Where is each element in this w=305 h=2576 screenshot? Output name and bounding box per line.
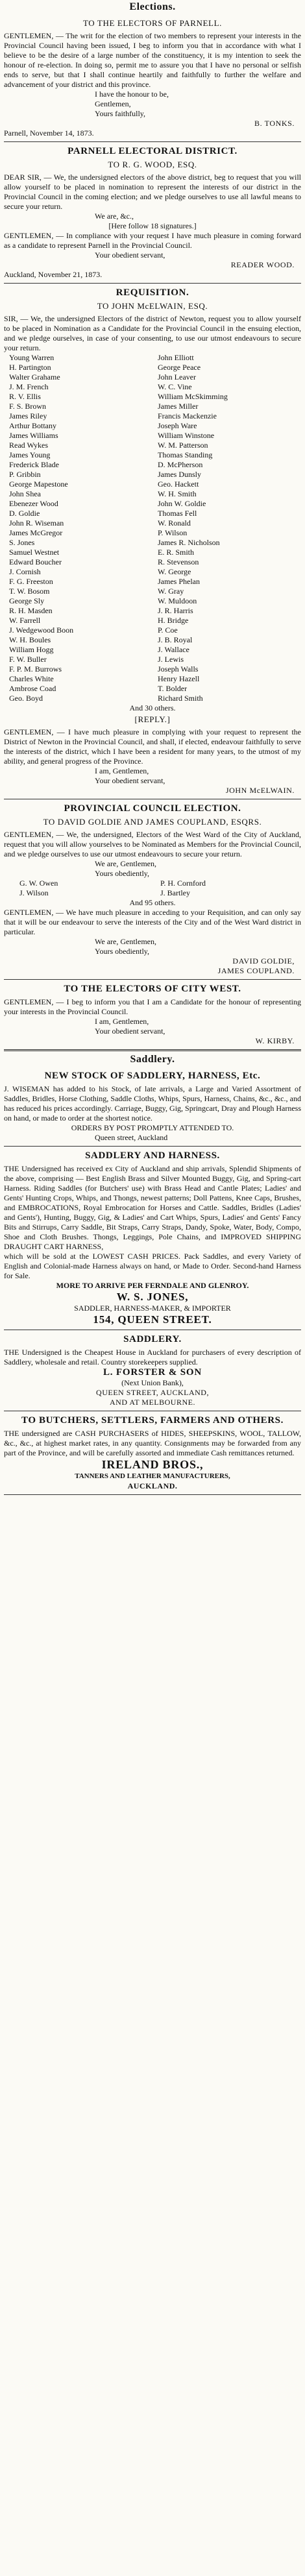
ad-forster [4, 1330, 301, 1411]
signatory-list [4, 353, 301, 703]
signatory-name: George Sly [9, 596, 45, 605]
signatory-name: W. Farrell [9, 616, 41, 625]
closing-line: I have the honour to be, [95, 90, 169, 99]
signatory-name: G. W. Owen [19, 879, 58, 888]
signatory-name: W. Gray [158, 587, 184, 596]
signatory-name: Geo. Hackett [158, 480, 199, 489]
signatory-name: P. Wilson [158, 528, 188, 537]
ad-body: J. WISEMAN has added to his Stock, of late arrivals, a Large and Varied Assortment of Saddles, Bridles, Horse Clothing, Saddle Cloths, Whips, Spurs, Harness, Chains, &c., &c., and has reduced his prices accordingly. Carriage, Buggy, Gig, Springcart, Dray and Plough Harness on hand, or made to order at the shortest notice. [4, 1084, 301, 1123]
ad-title: TO THE ELECTORS OF CITY WEST. [64, 984, 241, 994]
signatory-name: John Elliott [158, 353, 194, 362]
signatory-name: W. Muldoon [158, 596, 197, 605]
signatory-name: J. Lewis [158, 655, 184, 664]
signatory-name: James Miller [158, 402, 199, 411]
closing-line: We are, Gentlemen, [95, 937, 156, 946]
elections-header: Elections. [129, 1, 176, 12]
signatory-name: James McGregor [9, 528, 63, 537]
signatory-name: Charles White [9, 674, 54, 683]
signatory-name: William Hogg [9, 645, 54, 654]
signatory-name: J. M. French [9, 382, 49, 391]
signatory-name: Walter Grahame [9, 372, 60, 382]
signatory-name: James Young [9, 450, 51, 459]
ad-body: GENTLEMEN, — The writ for the election of two members to represent your interests in the Provincial Council having been issued, I beg to inform you that in accordance with what I believe to be the desire of a large number of the constituency, it is my intention to seek the honour of re-election. In doing so, permit me to assure you that I have no personal or selfish ends to serve, but that I shall continue heartily and faithfully to further the welfare and advancement of your district and this province. [4, 31, 301, 89]
others-note: And 30 others. [129, 703, 176, 712]
ad-body: DEAR SIR, — We, the undersigned electors of the above district, beg to request that you will allow yourself to be placed in nomination to represent the interests of our district in the Provincial Council in the coming election; and we pledge ourselves to use all lawful means to secure your return. [4, 173, 301, 211]
signatory-name: F. G. Freeston [9, 577, 53, 586]
signatory-name: E. R. Smith [158, 548, 195, 557]
signatory-name: Frederick Blade [9, 460, 59, 469]
business-trade: TANNERS AND LEATHER MANUFACTURERS, [75, 1472, 230, 1480]
ad-reply: GENTLEMEN, — In compliance with your request I have much pleasure in coming forward as a candidate to represent Parnell in the Provincial Council. [4, 231, 301, 250]
ad-title: TO THE ELECTORS OF PARNELL. [83, 18, 222, 28]
signatory-name: T. Bolder [158, 684, 188, 693]
closing-line: Your obedient servant, [95, 250, 165, 260]
signatory-name: James Phelan [158, 577, 200, 586]
signatory-name: F. W. Buller [9, 655, 47, 664]
signatory-name: W. C. Vine [158, 382, 192, 391]
signatory-name: James Riley [9, 411, 47, 420]
signatory-name: J. R. Harris [158, 606, 193, 615]
signatory-name: John W. Goldie [158, 499, 206, 508]
ad-addressee: TO JOHN McELWAIN, ESQ. [97, 301, 208, 311]
ad-jones [4, 1147, 301, 1330]
business-address: QUEEN STREET, AUCKLAND, [96, 1388, 209, 1397]
signatory-name: J. B. Royal [158, 635, 193, 644]
ad-date: Parnell, November 14, 1873. [4, 128, 94, 138]
ad-body-continued: which will be sold at the LOWEST CASH PRICES. Pack Saddles, and every Variety of English and Colonial-made Harness always on hand, or Made to Order. Second-hand Harness for Sale. [4, 1252, 301, 1280]
ad-reply: GENTLEMEN, — I have much pleasure in complying with your request to represent the District of Newton in the Provincial Council, and shall, if elected, endeavour faithfully to serve the interests of the district, which I have been a resident for many years, to the utmost of my ability, and general progress of the Province. [4, 727, 301, 766]
signatory-name: John R. Wiseman [9, 518, 64, 528]
signatory-name: William McSkimming [158, 392, 228, 401]
signatory-name: Arthur Bottany [9, 421, 56, 430]
ad-arrivals: MORE TO ARRIVE PER FERNDALE AND GLENROY. [56, 1281, 249, 1290]
ad-provincial-council [4, 799, 301, 980]
signatory-name: Young Warren [9, 353, 55, 362]
ad-title: REQUISITION. [116, 287, 189, 298]
signatory-name: James Dunsly [158, 470, 201, 479]
business-trade: SADDLER, HARNESS-MAKER, & IMPORTER [74, 1304, 231, 1313]
ad-title: TO BUTCHERS, SETTLERS, FARMERS AND OTHERS. [21, 1415, 284, 1426]
signature: B. TONKS. [254, 119, 295, 128]
ad-city-west [4, 980, 301, 1051]
signatory-name: P. H. Cornford [160, 879, 206, 888]
signatory-name: F. P. M. Burrows [9, 664, 62, 674]
signatory-name: P. Gribbin [9, 470, 41, 479]
business-place: AUCKLAND. [127, 1481, 178, 1490]
signatory-name: Edward Boucher [9, 557, 62, 566]
ad-address: Queen street, Auckland [95, 1133, 168, 1142]
signatory-name: Henry Hazell [158, 674, 200, 683]
saddlery-header: Saddlery. [130, 1054, 175, 1065]
signatory-name: Samuel Westnet [9, 548, 60, 557]
signatory-name: J. Bartley [160, 888, 190, 897]
business-name: IRELAND BROS., [101, 1458, 204, 1471]
signature: JOHN McELWAIN. [225, 786, 295, 795]
signatory-name: W. M. Patterson [158, 441, 208, 450]
closing-line: We are, Gentlemen, [95, 859, 156, 868]
business-name: W. S. JONES, [116, 1291, 189, 1303]
closing-line: Yours faithfully, [95, 109, 146, 118]
signatory-name: James R. Nicholson [158, 538, 220, 547]
business-name: L. FORSTER & SON [103, 1367, 202, 1378]
signatory-name: James Williams [9, 431, 58, 440]
signature: DAVID GOLDIE, [232, 956, 295, 966]
closing-line: I am, Gentlemen, [95, 1017, 149, 1026]
signatory-name: R. Stevenson [158, 557, 199, 566]
signatory-name: Thomas Standing [158, 450, 213, 459]
ad-addressee: TO DAVID GOLDIE AND JAMES COUPLAND, ESQRS. [43, 817, 262, 827]
ad-title: PROVINCIAL COUNCIL ELECTION. [64, 803, 241, 814]
closing-line: We are, &c., [95, 212, 134, 221]
signatory-name: W. George [158, 567, 191, 576]
closing-line: Yours obediently, [95, 869, 150, 878]
signatory-name: Francis Mackenzie [158, 411, 217, 420]
signatory-name: Joseph Ware [158, 421, 197, 430]
signatory-name: S. Jones [9, 538, 35, 547]
signatory-name: Thomas Fell [158, 509, 197, 518]
ad-wiseman [4, 1067, 301, 1147]
signatory-name: R. V. Ellis [9, 392, 41, 401]
signature: JAMES COUPLAND. [217, 966, 295, 975]
ad-body: THE undersigned are CASH PURCHASERS of HIDES, SHEEPSKINS, WOOL, TALLOW, &c., &c., at highest market rates, in any quantity. Consignments may be forwarded from any part of the Province, and will be carefully assorted and immediate Cash remittances returned. [4, 1429, 301, 1457]
signatory-name: J. Wallace [158, 645, 189, 654]
signatory-name: D. McPherson [158, 460, 203, 469]
ad-title: SADDLERY AND HARNESS. [85, 1150, 220, 1161]
closing-line: Yours obediently, [95, 947, 150, 956]
others-note: And 95 others. [129, 898, 176, 907]
ad-title: PARNELL ELECTORAL DISTRICT. [67, 146, 238, 156]
signatory-name: F. S. Brown [9, 402, 47, 411]
ad-body: GENTLEMEN, — We, the undersigned, Electors of the West Ward of the City of Auckland, request that you will allow yourselves to be Nominated as Members for the Provincial Council, and we pledge ourselves to use our utmost endeavours to secure your return. [4, 830, 301, 858]
signatory-name: William Winstone [158, 431, 215, 440]
closing-line: Your obedient servant, [95, 1027, 165, 1036]
signatory-name: George Peace [158, 363, 201, 372]
signatory-name: George Mapestone [9, 480, 68, 489]
signatory-name: J. Wedgewood Boon [9, 626, 74, 635]
signatory-name: P. Coe [158, 626, 178, 635]
ad-date: Auckland, November 21, 1873. [4, 270, 103, 279]
reply-heading: [REPLY.] [134, 714, 171, 724]
signatory-name: W. H. Smith [158, 489, 197, 498]
ad-parnell-wood [4, 142, 301, 284]
signatory-name: H. Partington [9, 363, 51, 372]
signatory-column-left [9, 353, 152, 703]
signatory-list [4, 879, 301, 898]
signatory-name: Geo. Boyd [9, 694, 43, 703]
signatures-note: [Here follow 18 signatures.] [108, 221, 197, 230]
signatory-name: J. Cornish [9, 567, 41, 576]
signatory-name: Read Wykes [9, 441, 49, 450]
closing-line: Your obedient servant, [95, 776, 165, 785]
business-address: 154, QUEEN STREET. [93, 1313, 212, 1326]
signatory-name: H. Bridge [158, 616, 189, 625]
business-branch: AND AT MELBOURNE. [110, 1398, 195, 1407]
business-location-note: (Next Union Bank), [121, 1378, 184, 1387]
signatory-name: Ambrose Coad [9, 684, 56, 693]
signatory-name: John Leaver [158, 372, 196, 382]
signatory-name: Ebenezer Wood [9, 499, 58, 508]
signatory-name: Richard Smith [158, 694, 203, 703]
ad-requisition-mcelwain [4, 284, 301, 799]
signature: READER WOOD. [230, 260, 295, 269]
ad-reply: GENTLEMEN, — We have much pleasure in acceding to your Requisition, and can only say that it will be our endeavour to serve the interests of the City and of the West Ward district in particular. [4, 908, 301, 936]
signatory-name: R. H. Masden [9, 606, 53, 615]
closing-line: Gentlemen, [95, 99, 131, 108]
signatory-name: Joseph Walls [158, 664, 199, 674]
ad-body: GENTLEMEN, — I beg to inform you that I am a Candidate for the honour of representing your interests in the Provincial Council. [4, 997, 301, 1016]
ad-orders: ORDERS BY POST PROMPTLY ATTENDED TO. [71, 1123, 234, 1132]
ad-title: SADDLERY. [123, 1334, 182, 1344]
signatory-column-left [19, 879, 160, 898]
signatory-name: T. W. Bosom [9, 587, 50, 596]
signatory-name: W. Ronald [158, 518, 191, 528]
ad-addressee: TO R. G. WOOD, ESQ. [108, 160, 197, 169]
signatory-name: D. Goldie [9, 509, 40, 518]
signature: W. KIRBY. [255, 1036, 295, 1045]
ad-body: SIR, — We, the undersigned Electors of the district of Newton, request you to allow yourself to be placed in Nomination as a Candidate for the Provincial Council in the ensuing election, and we pledge ourselves, in case of your consenting, to use our utmost endeavours to secure your return. [4, 314, 301, 352]
ad-title: NEW STOCK OF SADDLERY, HARNESS, Etc. [44, 1071, 261, 1081]
signatory-column-right [160, 879, 301, 898]
ad-body: THE Undersigned is the Cheapest House in Auckland for purchasers of every description of Saddlery, wholesale and retail. Country storekeepers supplied. [4, 1348, 301, 1367]
ad-parnell-tonks [4, 14, 301, 142]
signatory-name: John Shea [9, 489, 41, 498]
signatory-column-right [158, 353, 301, 703]
closing-line: I am, Gentlemen, [95, 766, 149, 775]
signatory-name: W. H. Boules [9, 635, 51, 644]
signatory-name: J. Wilson [19, 888, 49, 897]
ad-body: THE Undersigned has received ex City of Auckland and ship arrivals, Splendid Shipments of the above, comprising — Best English Brass and Silver Mounted Buggy, Gig, and Spring-cart Harness. Riding Saddles (for Butchers' use) with Brass Head and Cantle Plates; Ladies' and Gents' Hunting Crops, Whips, and Thongs, newest patterns; Doll Pattens, Knee Caps, Brushes, and EMBROCATIONS, Royal Embrocation for Horses and Cattle. Saddles, Bridles (Ladies' and Gents'), Hunting, Buggy, Gig, & Ladies' and Cart Whips, Spurs, Ladies' and Gents' Fancy Bits and Stirrups, Carry Saddle, Bit Straps, Carry Straps, Dandy, Spoke, Water, Body, Compo, Shoe and Cloth Brushes. Thongs, Leggings, Pole Chains, and IMPROVED SHIPPING DRAUGHT CART HARNESS, [4, 1164, 301, 1251]
ad-ireland-bros [4, 1411, 301, 1495]
